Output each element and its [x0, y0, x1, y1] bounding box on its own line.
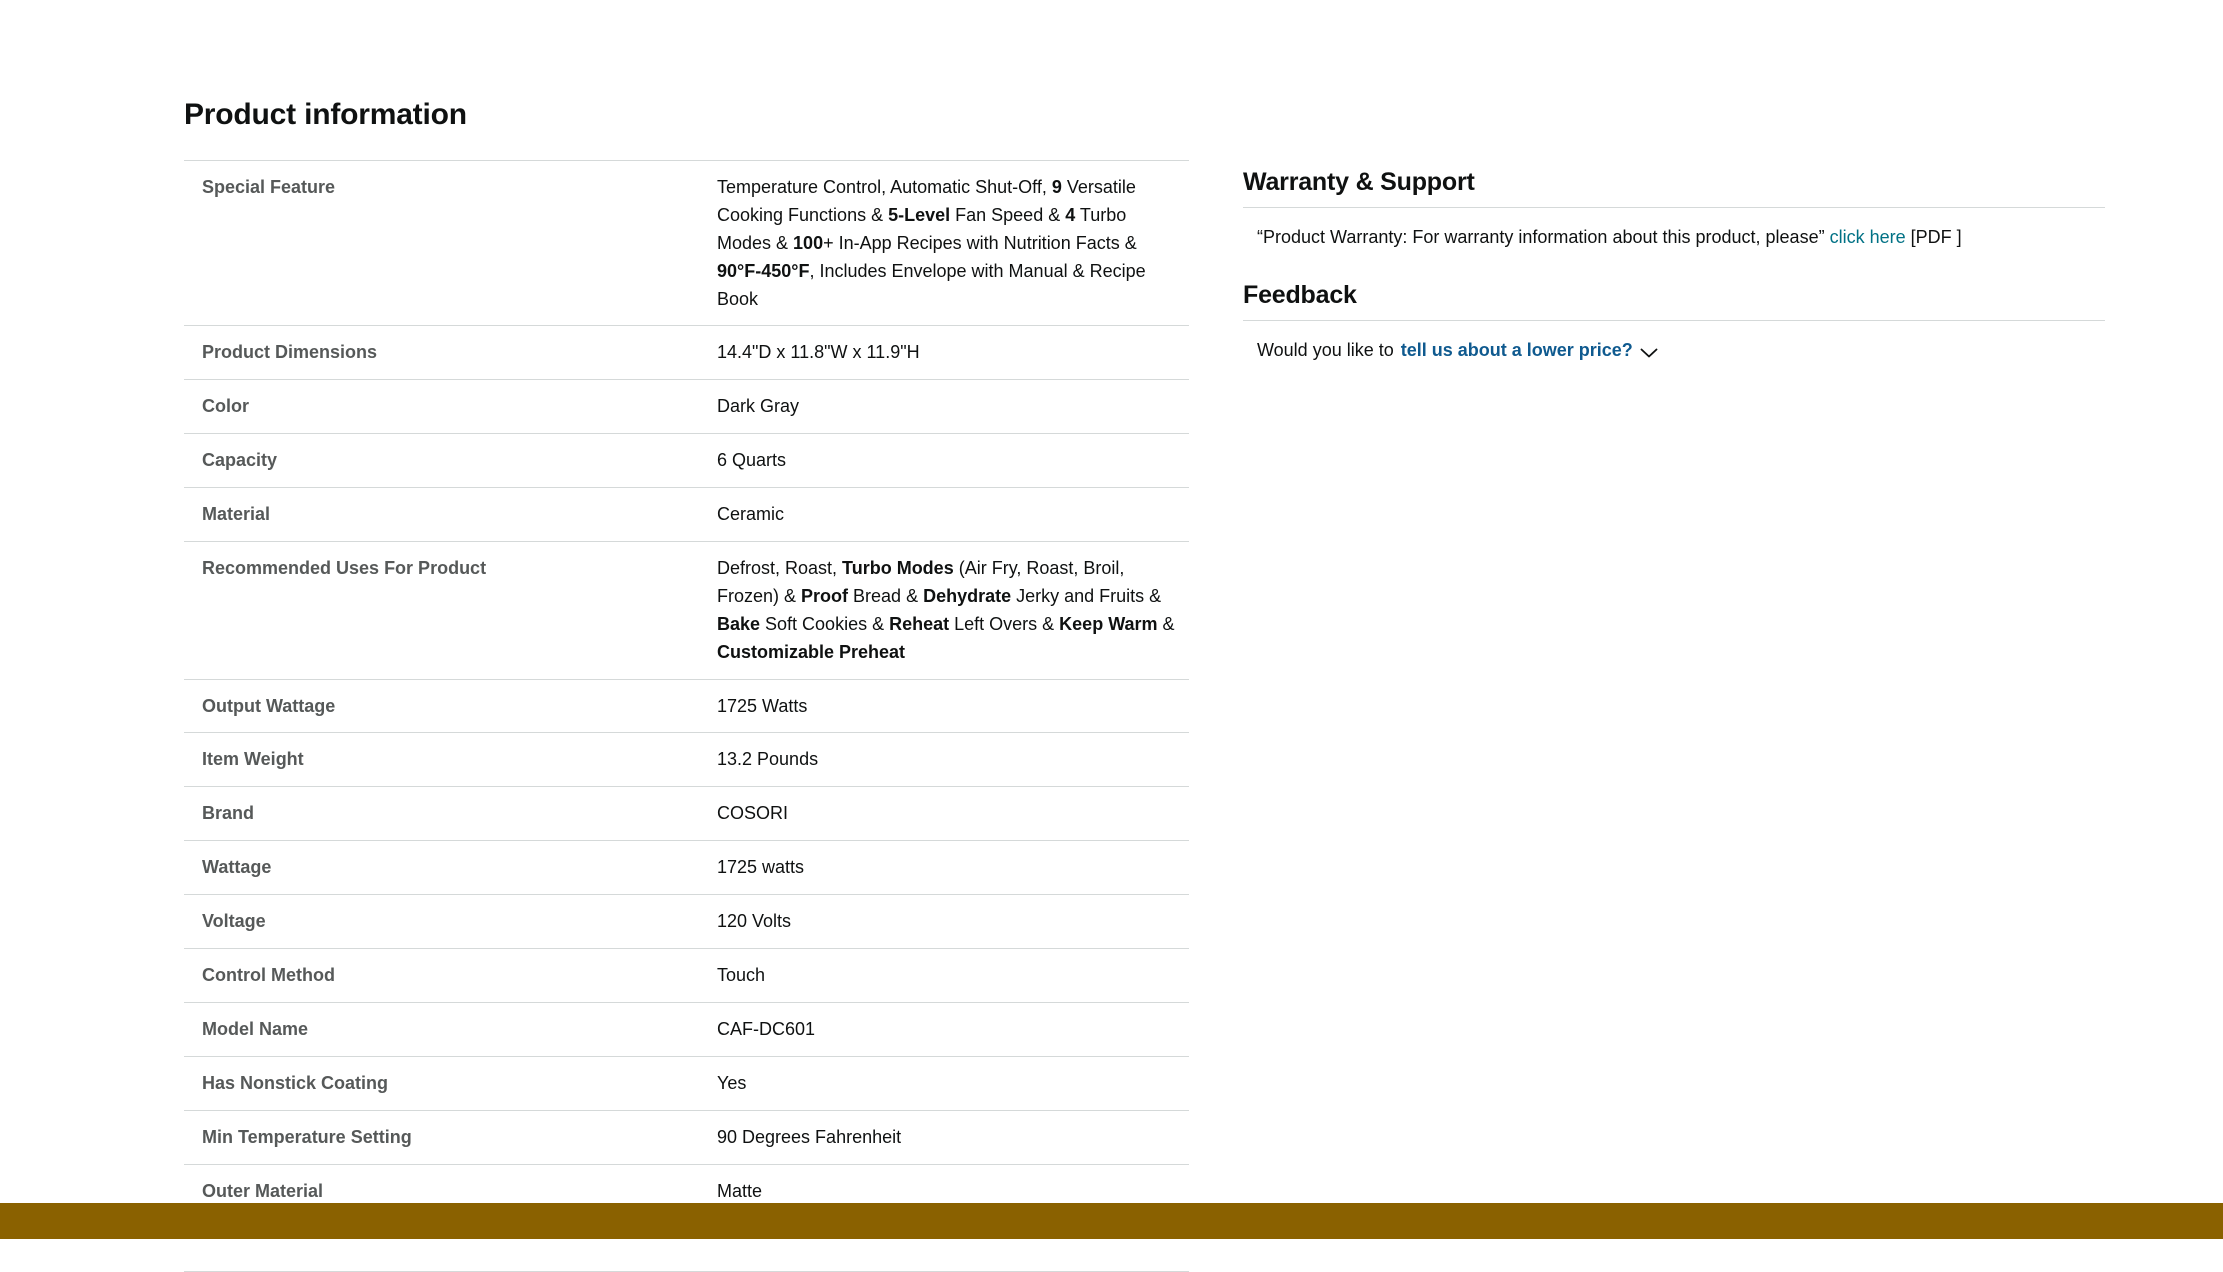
table-row [184, 434, 1189, 488]
table-row [184, 1056, 1189, 1110]
product-attribute-label: Voltage [202, 911, 266, 932]
table-row [184, 733, 1189, 787]
product-attribute-value: 120 Volts [717, 911, 792, 932]
warranty-support-heading: Warranty & Support [1243, 168, 1475, 196]
product-attribute-value: 90 Degrees Fahrenheit [717, 1126, 902, 1147]
product-attribute-value: Dark Gray [717, 396, 800, 417]
product-attribute-label: Product Dimensions [202, 342, 378, 363]
table-row [184, 326, 1189, 380]
feedback-text [1243, 337, 2105, 364]
product-attribute-label: Control Method [202, 965, 335, 986]
footer-bar [0, 1203, 2223, 1239]
warranty-and-feedback-column [1243, 168, 2105, 364]
table-row [184, 161, 1189, 326]
feedback-heading: Feedback [1243, 281, 1357, 309]
product-attribute-value: Temperature Control, Automatic Shut-Off, 9 Versatile Cooking Functions & 5-Level Fan Speed & 4 Turbo Modes & 100+ In-App Recipes with Nutrition Facts & 90°F-450°F, Includes Envelope with Manual & Recipe Book [717, 177, 1146, 309]
product-attribute-value: 13.2 Pounds [717, 749, 819, 770]
footer-spacer [0, 1239, 2223, 1257]
product-attribute-label: Output Wattage [202, 695, 336, 716]
product-attribute-label: Color [202, 396, 249, 417]
product-attribute-value: COSORI [717, 803, 789, 824]
feedback-text-before: Would you like to [1257, 340, 1394, 360]
warranty-text-after: [PDF ] [1910, 227, 1962, 247]
table-row [184, 380, 1189, 434]
product-attribute-value: CAF-DC601 [717, 1018, 816, 1039]
table-row [184, 679, 1189, 733]
table-row [184, 895, 1189, 949]
product-information-section [184, 98, 1194, 1272]
product-attribute-value: Matte [717, 1180, 763, 1201]
product-attribute-label: Brand [202, 803, 255, 824]
product-attribute-value: Defrost, Roast, Turbo Modes (Air Fry, Roast, Broil, Frozen) & Proof Bread & Dehydrate Jerky and Fruits & Bake Soft Cookies & Reheat Left Overs & Keep Warm & Customizable Preheat [717, 558, 1175, 662]
warranty-click-here-link[interactable]: click here [1829, 227, 1906, 247]
product-attribute-value: 14.4"D x 11.8"W x 11.9"H [717, 342, 920, 363]
chevron-down-icon[interactable] [1640, 347, 1658, 359]
product-attribute-label: Outer Material [202, 1180, 324, 1201]
product-information-table-body [184, 161, 1189, 1272]
product-attribute-value: 1725 Watts [717, 695, 808, 716]
product-attribute-label: Model Name [202, 1018, 309, 1039]
product-attribute-label: Wattage [202, 857, 272, 878]
product-attribute-value: Ceramic [717, 504, 785, 525]
warranty-text [1243, 224, 2105, 251]
product-attribute-label: Capacity [202, 450, 278, 471]
product-attribute-value: 6 Quarts [717, 450, 787, 471]
product-attribute-label: Has Nonstick Coating [202, 1072, 389, 1093]
product-attribute-label: Special Feature [202, 177, 336, 197]
feedback-divider [1243, 320, 2105, 321]
product-attribute-value: 1725 watts [717, 857, 805, 878]
table-row [184, 488, 1189, 542]
product-attribute-label: Material [202, 504, 271, 525]
product-information-table [184, 160, 1189, 1272]
product-attribute-label: Recommended Uses For Product [202, 558, 487, 579]
table-row [184, 787, 1189, 841]
table-row [184, 841, 1189, 895]
table-row [184, 1110, 1189, 1164]
product-attribute-value: Yes [717, 1072, 747, 1093]
warranty-text-before: “Product Warranty: For warranty information about this product, please” [1257, 227, 1825, 247]
product-attribute-label: Min Temperature Setting [202, 1126, 412, 1147]
lower-price-link[interactable]: tell us about a lower price? [1400, 340, 1633, 360]
product-attribute-label: Item Weight [202, 749, 304, 770]
warranty-divider [1243, 207, 2105, 208]
table-row [184, 542, 1189, 680]
table-row [184, 1002, 1189, 1056]
product-attribute-value: Touch [717, 965, 766, 986]
page-title: Product information [184, 98, 467, 131]
table-row [184, 949, 1189, 1003]
